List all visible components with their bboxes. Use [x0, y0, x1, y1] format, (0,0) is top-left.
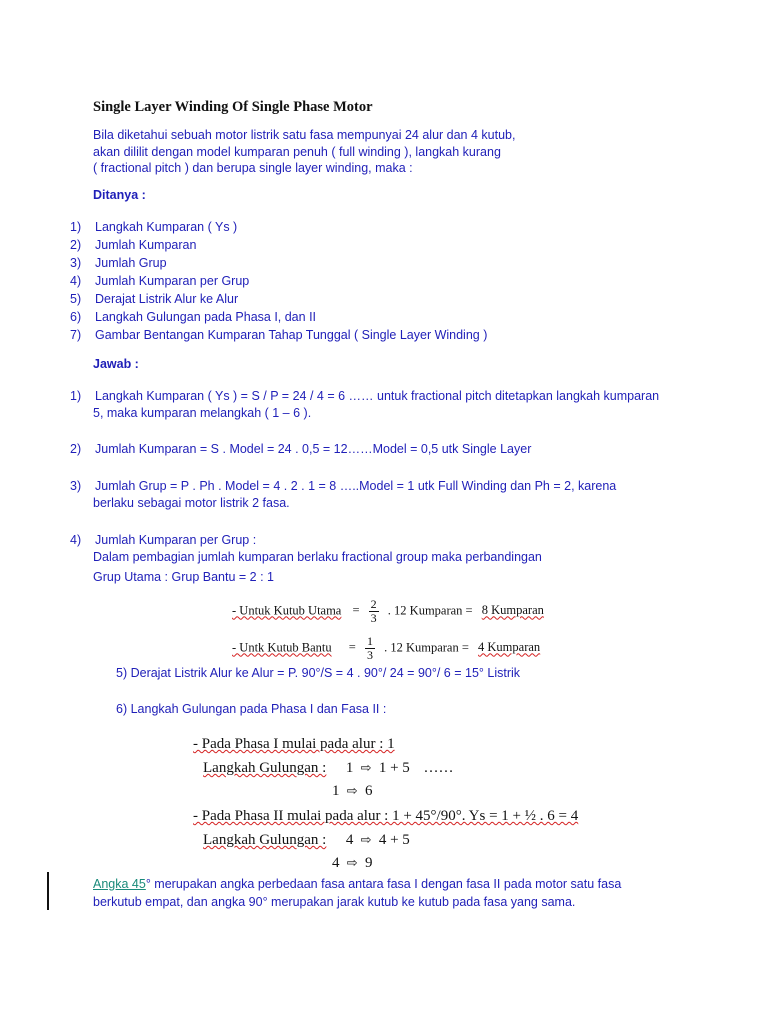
- arrow-right-icon: ⇨: [360, 760, 372, 775]
- arrow-right-icon: ⇨: [360, 832, 372, 847]
- answer-1-line-2: 5, maka kumparan melangkah ( 1 – 6 ).: [93, 406, 312, 420]
- fraction: $\frac{1}{3}$: [366, 634, 373, 662]
- question-item: 6) Langkah Gulungan pada Phasa I, dan II: [70, 310, 317, 324]
- answer-3-line-2: berlaku sebagai motor listrik 2 fasa.: [93, 496, 290, 510]
- question-item: 1) Langkah Kumparan ( Ys ): [70, 220, 238, 234]
- answer-6: 6) Langkah Gulungan pada Phasa I dan Fasa II :: [116, 702, 387, 716]
- document-title: Single Layer Winding Of Single Phase Motor: [93, 99, 373, 115]
- phase-2-start: - Pada Phasa II mulai pada alur : 1 + 45°/90°. Ys = 1 + ½ . 6 = 4: [193, 808, 579, 824]
- question-item: 3) Jumlah Grup: [70, 256, 167, 270]
- formula-bantu: - Untk Kutub Bantu = $\frac{1}{3}$ . 12 Kumparan = 4 Kumparan: [232, 634, 541, 662]
- fraction: $\frac{2}{3}$: [370, 597, 377, 625]
- answer-4-line-1: 4) Jumlah Kumparan per Grup :: [70, 533, 257, 547]
- arrow-right-icon: ⇨: [346, 783, 358, 798]
- answer-4-line-2: Dalam pembagian jumlah kumparan berlaku fractional group maka perbandingan: [93, 550, 542, 564]
- answer-2: 2) Jumlah Kumparan = S . Model = 24 . 0,5 = 12……Model = 0,5 utk Single Layer: [70, 442, 532, 456]
- phase-2-step-row-2: 4 ⇨ 9: [332, 855, 373, 871]
- answer-1-line-1: 1) Langkah Kumparan ( Ys ) = S / P = 24 / 4 = 6 …… untuk fractional pitch ditetapkan langkah kumparan: [70, 389, 660, 403]
- note-line-2: berkutub empat, dan angka 90° merupakan jarak kutub ke kutub pada fasa yang sama.: [93, 895, 576, 909]
- phase-1-step-row-2: 1 ⇨ 6: [332, 783, 373, 799]
- intro-line-2: akan dililit dengan model kumparan penuh ( full winding ), langkah kurang: [93, 145, 501, 159]
- answer-5: 5) Derajat Listrik Alur ke Alur = P. 90°/S = 4 . 90°/ 24 = 90°/ 6 = 15° Listrik: [116, 666, 521, 680]
- answer-4-line-3: Grup Utama : Grup Bantu = 2 : 1: [93, 570, 274, 584]
- ditanya-heading: Ditanya :: [93, 188, 146, 202]
- question-item: 7) Gambar Bentangan Kumparan Tahap Tunggal ( Single Layer Winding ): [70, 328, 488, 342]
- formula-utama: - Untuk Kutub Utama = $\frac{2}{3}$ . 12 Kumparan = 8 Kumparan: [232, 597, 544, 625]
- note-line-1: Angka 45° merupakan angka perbedaan fasa antara fasa I dengan fasa II pada motor satu fasa: [93, 877, 622, 891]
- phase-1-step-row-1: Langkah Gulungan : 1 ⇨ 1 + 5 ……: [203, 760, 454, 776]
- question-item: 5) Derajat Listrik Alur ke Alur: [70, 292, 239, 306]
- answer-3-line-1: 3) Jumlah Grup = P . Ph . Model = 4 . 2 . 1 = 8 …..Model = 1 utk Full Winding dan Ph = 2, karena: [70, 479, 617, 493]
- angka-45-link[interactable]: Angka 45: [93, 877, 146, 891]
- jawab-heading: Jawab :: [93, 357, 139, 371]
- text-cursor-bar: [47, 872, 49, 910]
- question-item: 4) Jumlah Kumparan per Grup: [70, 274, 250, 288]
- phase-2-step-row-1: Langkah Gulungan : 4 ⇨ 4 + 5: [203, 832, 410, 848]
- intro-line-3: ( fractional pitch ) dan berupa single layer winding, maka :: [93, 161, 413, 175]
- question-item: 2) Jumlah Kumparan: [70, 238, 197, 252]
- intro-line-1: Bila diketahui sebuah motor listrik satu fasa mempunyai 24 alur dan 4 kutub,: [93, 128, 516, 142]
- arrow-right-icon: ⇨: [346, 855, 358, 870]
- phase-1-start: - Pada Phasa I mulai pada alur : 1: [193, 736, 395, 752]
